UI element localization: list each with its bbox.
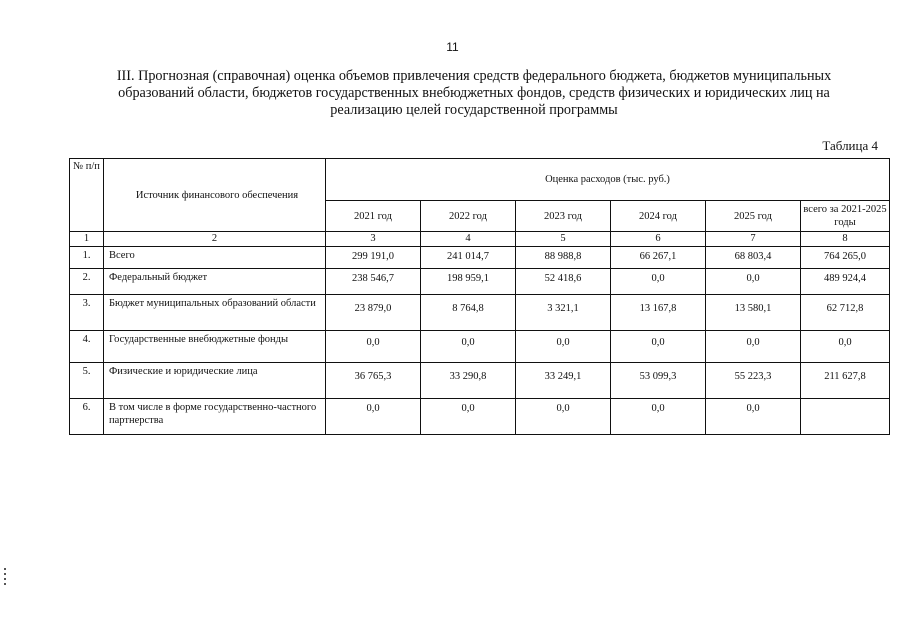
table-row bbox=[70, 295, 890, 331]
index-cell: 7 bbox=[706, 232, 801, 247]
table-label: Таблица 4 bbox=[822, 138, 878, 153]
value-cell: 0,0 bbox=[706, 269, 801, 295]
section-heading bbox=[70, 68, 878, 119]
header-year: 2024 год bbox=[611, 201, 706, 232]
value-cell: 241 014,7 bbox=[421, 247, 516, 269]
value-cell: 211 627,8 bbox=[801, 363, 890, 399]
value-cell: 238 546,7 bbox=[326, 269, 421, 295]
row-number: 6. bbox=[70, 399, 104, 435]
value-cell: 0,0 bbox=[611, 399, 706, 435]
table-row bbox=[70, 363, 890, 399]
value-cell: 62 712,8 bbox=[801, 295, 890, 331]
value-cell: 0,0 bbox=[611, 269, 706, 295]
index-cell: 8 bbox=[801, 232, 890, 247]
header-source: Источник финансового обеспечения bbox=[104, 159, 326, 232]
value-cell: 0,0 bbox=[516, 399, 611, 435]
row-source: Государственные внебюджетные фонды bbox=[104, 331, 326, 363]
header-total: всего за 2021-2025 годы bbox=[801, 201, 890, 232]
value-cell: 0,0 bbox=[421, 399, 516, 435]
heading-line: III. Прогнозная (справочная) оценка объемов привлечения средств федерального бюджета, бюджетов муниципальных bbox=[116, 68, 832, 84]
row-number: 1. bbox=[70, 247, 104, 269]
index-cell: 6 bbox=[611, 232, 706, 247]
value-cell: 0,0 bbox=[326, 399, 421, 435]
row-source: Федеральный бюджет bbox=[104, 269, 326, 295]
value-cell: 0,0 bbox=[421, 331, 516, 363]
value-cell: 53 099,3 bbox=[611, 363, 706, 399]
row-number: 2. bbox=[70, 269, 104, 295]
index-row bbox=[70, 232, 890, 247]
value-cell: 299 191,0 bbox=[326, 247, 421, 269]
value-cell: 13 167,8 bbox=[611, 295, 706, 331]
row-source: Физические и юридические лица bbox=[104, 363, 326, 399]
header-year: 2025 год bbox=[706, 201, 801, 232]
value-cell: 55 223,3 bbox=[706, 363, 801, 399]
row-source: В том числе в форме государственно-частного партнерства bbox=[104, 399, 326, 435]
index-cell: 1 bbox=[70, 232, 104, 247]
row-number: 3. bbox=[70, 295, 104, 331]
value-cell: 88 988,8 bbox=[516, 247, 611, 269]
table-row bbox=[70, 399, 890, 435]
value-cell: 0,0 bbox=[326, 331, 421, 363]
table-row bbox=[70, 331, 890, 363]
header-year: 2021 год bbox=[326, 201, 421, 232]
index-cell: 5 bbox=[516, 232, 611, 247]
heading-line: реализацию целей государственной программы bbox=[330, 102, 618, 118]
table-row bbox=[70, 269, 890, 295]
value-cell: 13 580,1 bbox=[706, 295, 801, 331]
value-cell: 23 879,0 bbox=[326, 295, 421, 331]
value-cell: 66 267,1 bbox=[611, 247, 706, 269]
financing-table bbox=[69, 158, 890, 435]
row-source: Бюджет муниципальных образований области bbox=[104, 295, 326, 331]
value-cell: 0,0 bbox=[801, 331, 890, 363]
value-cell: 33 249,1 bbox=[516, 363, 611, 399]
index-cell: 2 bbox=[104, 232, 326, 247]
value-cell: 68 803,4 bbox=[706, 247, 801, 269]
value-cell: 198 959,1 bbox=[421, 269, 516, 295]
value-cell: 36 765,3 bbox=[326, 363, 421, 399]
row-source: Всего bbox=[104, 247, 326, 269]
value-cell: 489 924,4 bbox=[801, 269, 890, 295]
value-cell: 764 265,0 bbox=[801, 247, 890, 269]
index-cell: 4 bbox=[421, 232, 516, 247]
header-year: 2022 год bbox=[421, 201, 516, 232]
heading-line: образований области, бюджетов государственных внебюджетных фондов, средств физических и юридических лиц на bbox=[118, 85, 830, 101]
header-number: № п/п bbox=[70, 159, 104, 232]
value-cell: 52 418,6 bbox=[516, 269, 611, 295]
value-cell: 0,0 bbox=[706, 331, 801, 363]
index-cell: 3 bbox=[326, 232, 421, 247]
value-cell: 0,0 bbox=[516, 331, 611, 363]
value-cell: 0,0 bbox=[706, 399, 801, 435]
row-number: 4. bbox=[70, 331, 104, 363]
value-cell: 3 321,1 bbox=[516, 295, 611, 331]
header-expenses-group: Оценка расходов (тыс. руб.) bbox=[326, 159, 890, 201]
value-cell: 8 764,8 bbox=[421, 295, 516, 331]
header-year: 2023 год bbox=[516, 201, 611, 232]
page-number: 11 bbox=[446, 40, 459, 54]
value-cell bbox=[801, 399, 890, 435]
scan-artifact bbox=[4, 568, 6, 588]
row-number: 5. bbox=[70, 363, 104, 399]
table-row bbox=[70, 247, 890, 269]
value-cell: 0,0 bbox=[611, 331, 706, 363]
value-cell: 33 290,8 bbox=[421, 363, 516, 399]
